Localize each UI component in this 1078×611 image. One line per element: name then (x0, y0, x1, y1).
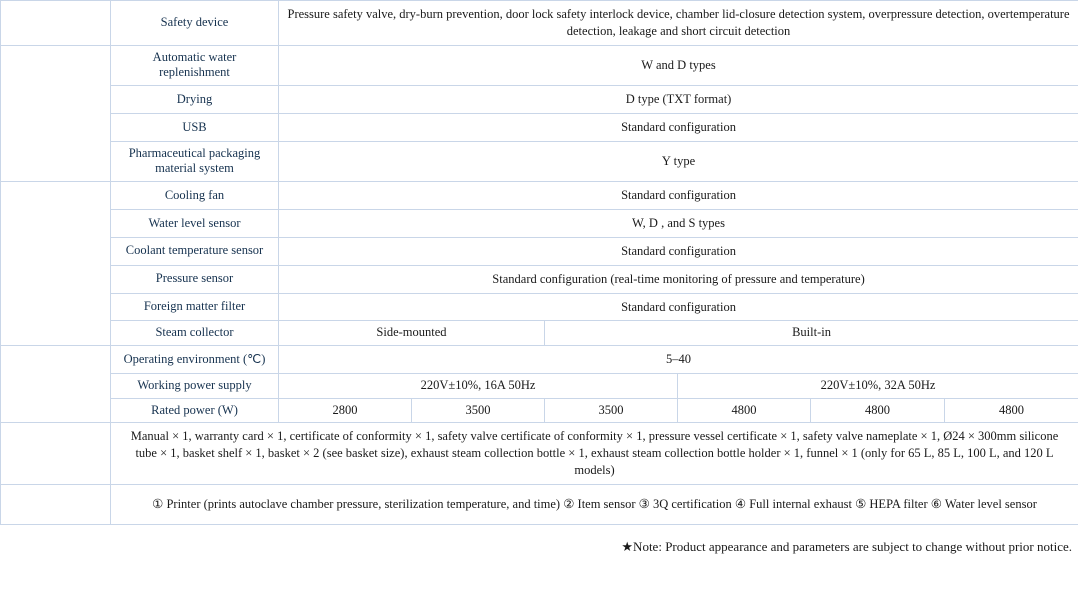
value-cell: ① Printer (prints autoclave chamber pressure, sterilization temperature, and time) ② Item sensor ③ 3Q certification ④ Full internal exhaust ⑤ HEPA filter ⑥ Water level sensor (111, 484, 1078, 524)
table-row (1, 484, 1078, 524)
value-cell: Standard configuration (279, 182, 1078, 210)
table-row (1, 398, 1078, 423)
category-cell: Packing list (1, 423, 111, 485)
table-row (1, 346, 1078, 374)
footer-note: ★Note: Product appearance and parameters are subject to change without prior notice. (621, 539, 1072, 554)
value-cell: Side-mounted (279, 321, 545, 346)
value-cell: 4800 (678, 398, 811, 423)
table-row (1, 321, 1078, 346)
value-cell: 4800 (811, 398, 945, 423)
subcategory-cell: Drying (111, 86, 279, 114)
table-row (1, 182, 1078, 210)
table-row (1, 237, 1078, 265)
value-cell: 5–40 (279, 346, 1078, 374)
subcategory-cell: Working power supply (111, 373, 279, 398)
subcategory-cell: Steam collector (111, 321, 279, 346)
subcategory-cell: Operating environment (℃) (111, 346, 279, 374)
value-cell: 3500 (545, 398, 678, 423)
category-cell: Optional accessories (1, 484, 111, 524)
value-cell: 3500 (412, 398, 545, 423)
table-row (1, 141, 1078, 181)
table-row (1, 209, 1078, 237)
value-cell: W and D types (279, 45, 1078, 85)
table-row (1, 86, 1078, 114)
value-cell: 220V±10%, 16A 50Hz (279, 373, 678, 398)
subcategory-cell: Automatic water replenishment (111, 45, 279, 85)
value-cell: D type (TXT format) (279, 86, 1078, 114)
category-cell: Equipment functions (1, 45, 111, 181)
table-row (1, 113, 1078, 141)
subcategory-cell: Safety device (111, 1, 279, 46)
value-cell: Standard configuration (279, 113, 1078, 141)
value-cell: Built-in (545, 321, 1078, 346)
category-cell: Equipment components (1, 182, 111, 346)
category-cell: Electrical (1, 346, 111, 423)
table-row (1, 423, 1078, 485)
category-cell: Safety (1, 1, 111, 46)
table-row (1, 45, 1078, 85)
subcategory-cell: Water level sensor (111, 209, 279, 237)
subcategory-cell: Coolant temperature sensor (111, 237, 279, 265)
table-row (1, 265, 1078, 293)
value-cell: 220V±10%, 32A 50Hz (678, 373, 1078, 398)
subcategory-cell: Rated power (W) (111, 398, 279, 423)
value-cell: W, D , and S types (279, 209, 1078, 237)
table-row (1, 293, 1078, 321)
table-row (1, 373, 1078, 398)
table-body (1, 1, 1078, 525)
table-row (1, 1, 1078, 46)
value-cell: Standard configuration (279, 237, 1078, 265)
value-cell: Y type (279, 141, 1078, 181)
subcategory-cell: Pressure sensor (111, 265, 279, 293)
subcategory-cell: Foreign matter filter (111, 293, 279, 321)
value-cell: Standard configuration (279, 293, 1078, 321)
subcategory-cell: USB (111, 113, 279, 141)
value-cell: Pressure safety valve, dry-burn prevention, door lock safety interlock device, chamber lid-closure detection system, overpressure detection, overtemperature detection, leakage and short circuit detection (279, 1, 1078, 46)
value-cell: Manual × 1, warranty card × 1, certificate of conformity × 1, safety valve certificate of conformity × 1, pressure vessel certificate × 1, safety valve nameplate × 1, Ø24 × 300mm silicone tube × 1, basket shelf × 1, basket × 2 (see basket size), exhaust steam collection bottle × 1, exhaust steam collection bottle holder × 1, funnel × 1 (only for 65 L, 85 L, 100 L, and 120 L models) (111, 423, 1078, 485)
subcategory-cell: Cooling fan (111, 182, 279, 210)
value-cell: Standard configuration (real-time monitoring of pressure and temperature) (279, 265, 1078, 293)
subcategory-cell: Pharmaceutical packaging material system (111, 141, 279, 181)
value-cell: 4800 (945, 398, 1078, 423)
value-cell: 2800 (279, 398, 412, 423)
